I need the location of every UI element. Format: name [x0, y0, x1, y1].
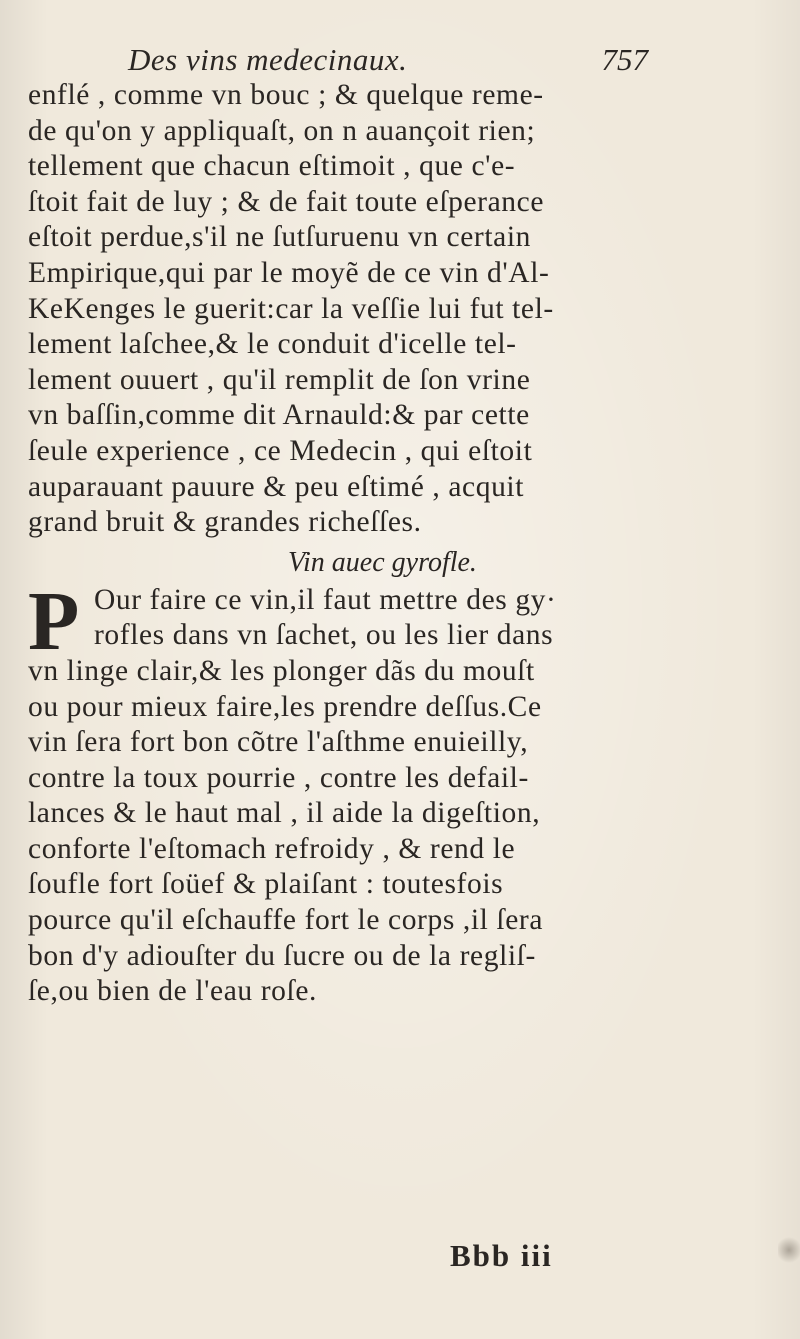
running-title: Des vins medecinaux.	[128, 42, 408, 77]
drop-cap: P	[28, 574, 80, 668]
text-line: bon d'y adiouſter du ſucre ou de la regliſ-	[28, 939, 536, 972]
text-line: rofles dans vn ſachet, ou les lier dans	[94, 619, 554, 652]
section-heading: Vin auec gyrofle.	[288, 546, 477, 578]
signature-mark: Bbb iii	[450, 1238, 553, 1273]
text-line: ſtoit fait de luy ; & de fait toute eſperance	[28, 185, 545, 218]
paragraph-2	[28, 574, 678, 1010]
text-line: ſe,ou bien de l'eau roſe.	[28, 975, 317, 1008]
text-line: de qu'on y appliquaſt, on n auançoit rien;	[28, 114, 536, 147]
text-line: pource qu'il eſchauffe fort le corps ,il ſera	[28, 904, 544, 937]
text-line: Our faire ce vin,il faut mettre des gy·	[94, 583, 557, 616]
page-number: 757	[601, 42, 648, 77]
text-line: tellement que chacun eſtimoit , que c'e-	[28, 150, 516, 183]
text-line: conforte l'eſtomach refroidy , & rend le	[28, 832, 516, 865]
text-line: contre la toux pourrie , contre les defail-	[28, 761, 529, 794]
text-line: eſtoit perdue,s'il ne ſutſuruenu vn certain	[28, 221, 531, 254]
text-line: lement ouuert , qu'il remplit de ſon vrine	[28, 363, 531, 396]
text-line: lement laſchee,& le conduit d'icelle tel-	[28, 328, 517, 361]
text-line: ou pour mieux faire,les prendre deſſus.Ce	[28, 690, 542, 723]
text-line: vn baſſin,comme dit Arnauld:& par cette	[28, 399, 530, 432]
text-line: ſoufle fort ſoüef & plaiſant : toutesfois	[28, 868, 504, 901]
paragraph-1	[28, 78, 678, 541]
text-line: ſeule experience , ce Medecin , qui eſtoit	[28, 434, 533, 467]
text-line: grand bruit & grandes richeſſes.	[28, 506, 422, 539]
text-line: lances & le haut mal , il aide la digeſtion,	[28, 797, 541, 830]
text-line: Empirique,qui par le moyẽ de ce vin d'Al-	[28, 256, 550, 289]
text-line: auparauant pauure & peu eſtimé , acquit	[28, 470, 525, 503]
text-line: vin ſera fort bon cõtre l'aſthme enuieilly,	[28, 726, 529, 759]
text-line: KeKenges le guerit:car la veſſie lui fut tel-	[28, 292, 554, 325]
text-block	[28, 78, 678, 1010]
ink-smudge	[778, 1235, 800, 1265]
text-line: vn linge clair,& les plonger dãs du mouſt	[28, 654, 535, 687]
text-line: enflé , comme vn bouc ; & quelque reme-	[28, 79, 544, 111]
